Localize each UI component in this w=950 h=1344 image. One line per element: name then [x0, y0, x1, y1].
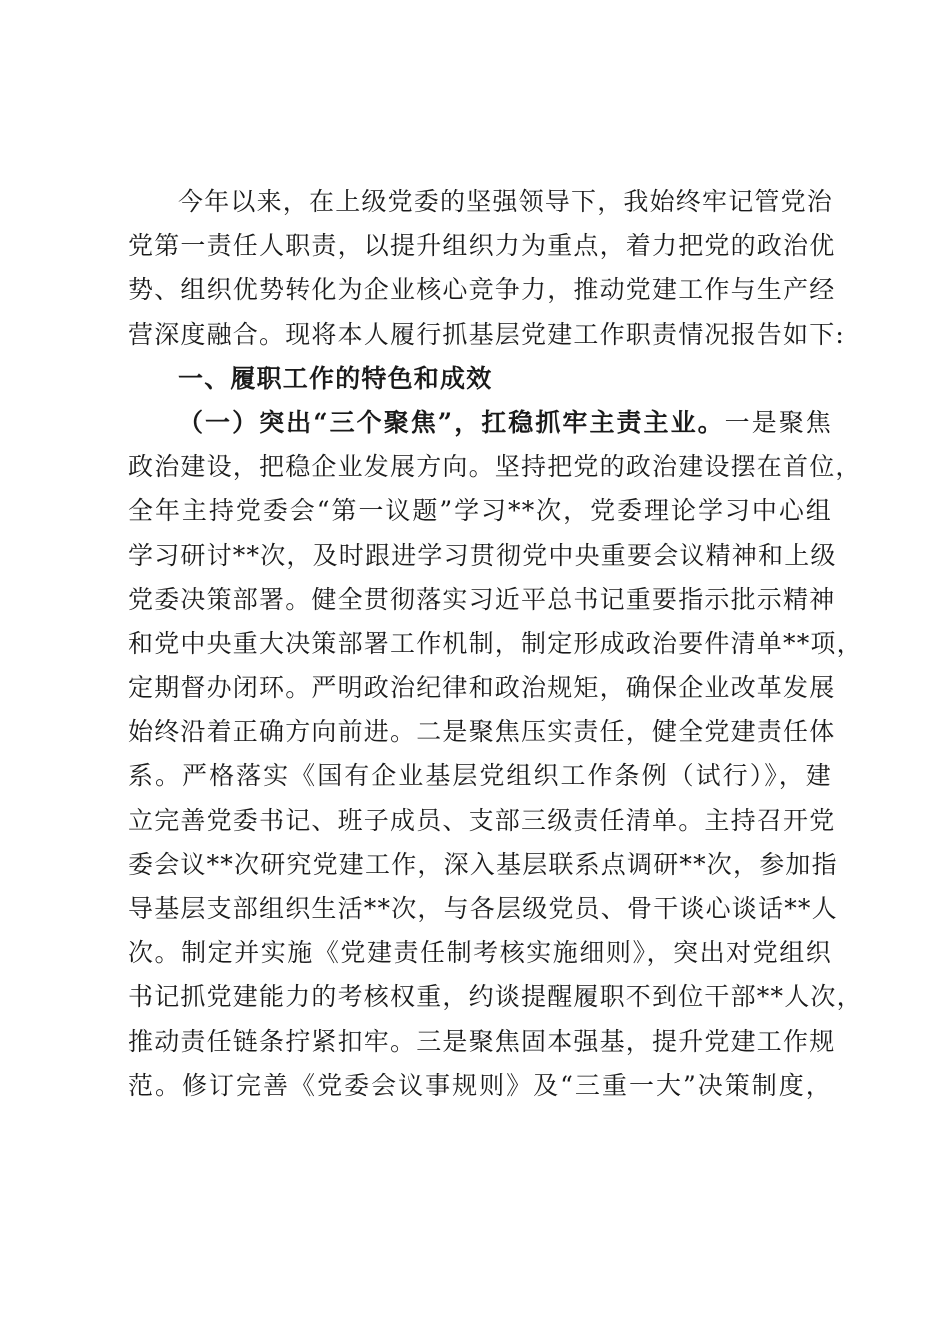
subsection-first-line	[128, 401, 832, 445]
paragraph-line: 书记抓党建能力的考核权重，约谈提醒履职不到位干部**人次，	[128, 982, 863, 1012]
paragraph-line: 定期督办闭环。严明政治纪律和政治规矩，确保企业改革发展	[128, 673, 836, 703]
section-heading: 一、履职工作的特色和成效	[178, 363, 493, 393]
intro-line-4: 营深度融合。现将本人履行抓基层党建工作职责情况报告如下:	[128, 319, 846, 349]
paragraph-line: 学习研讨**次，及时跟进学习贯彻党中央重要会议精神和上级	[128, 540, 837, 570]
intro-line-3: 势、组织优势转化为企业核心竞争力，推动党建工作与生产经	[128, 275, 836, 305]
paragraph-line: 党委决策部署。健全贯彻落实习近平总书记重要指示批示精神	[128, 584, 836, 614]
paragraph-line: 导基层支部组织生活**次，与各层级党员、骨干谈心谈话**人	[128, 894, 838, 923]
paragraph-line: 政治建设，把稳企业发展方向。坚持把党的政治建设摆在首位，	[128, 452, 862, 482]
subsection-heading: （一）突出“三个聚焦”，扛稳抓牢主责主业。	[178, 407, 725, 437]
paragraph-line: 系。严格落实《国有企业基层党组织工作条例（试行）》，建	[128, 761, 832, 791]
paragraph-line: 始终沿着正确方向前进。二是聚焦压实责任，健全党建责任体	[128, 717, 836, 747]
paragraph-line: 全年主持党委会“第一议题”学习**次，党委理论学习中心组	[128, 496, 832, 526]
paragraph-line: 推动责任链条拧紧扣牢。三是聚焦固本强基，提升党建工作规	[128, 1026, 836, 1056]
paragraph-line: 委会议**次研究党建工作，深入基层联系点调研**次，参加指	[128, 849, 838, 879]
paragraph-line: 范。修订完善《党委会议事规则》及“三重一大”决策制度，	[128, 1070, 832, 1100]
paragraph-line: 次。制定并实施《党建责任制考核实施细则》，突出对党组织	[128, 938, 832, 968]
intro-line-1: 今年以来，在上级党委的坚强领导下，我始终牢记管党治	[178, 187, 834, 216]
document-body	[128, 180, 863, 1108]
paragraph-line: 和党中央重大决策部署工作机制，制定形成政治要件清单**项，	[128, 628, 863, 658]
paragraph-line: 立完善党委书记、班子成员、支部三级责任清单。主持召开党	[128, 805, 836, 835]
intro-line-2: 党第一责任人职责，以提升组织力为重点，着力把党的政治优	[128, 231, 836, 261]
subsection-first-line-rest: 一是聚焦	[724, 407, 832, 437]
